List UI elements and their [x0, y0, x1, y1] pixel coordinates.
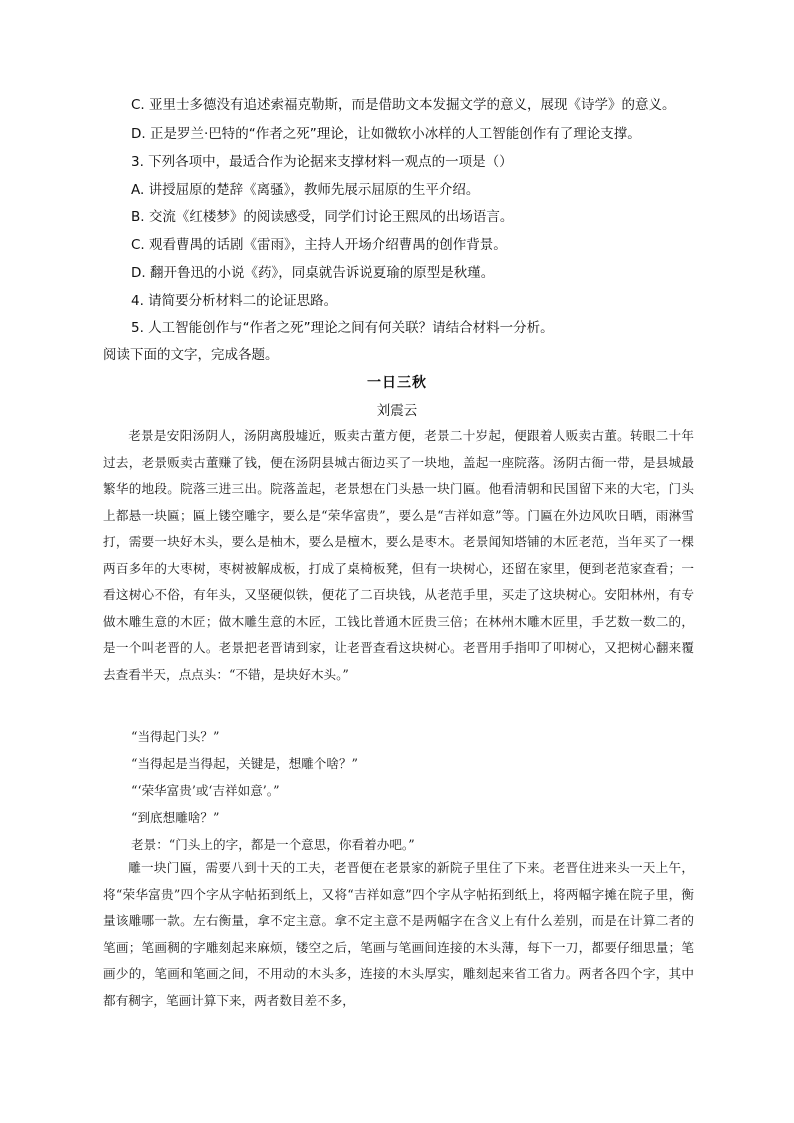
- dialog-line-3: “‘荣华富贵’或‘吉祥如意’。”: [131, 783, 280, 798]
- question-3-option-b: B. 交流《红楼梦》的阅读感受，同学们讨论王熙凤的出场语言。: [131, 209, 514, 225]
- dialog-line-1: “当得起门头？”: [131, 729, 220, 744]
- question-3-option-c: C. 观看曹禺的话剧《雷雨》，主持人开场介绍曹禺的创作背景。: [131, 237, 507, 253]
- question-3-option-a: A. 讲授屈原的楚辞《离骚》，教师先展示屈原的生平介绍。: [131, 182, 480, 198]
- story-author: 刘震云: [376, 403, 418, 419]
- dialog-line-2: “当得起是当得起，关键是，想雕个啥？”: [131, 756, 358, 771]
- dialog-line-4: “到底想雕啥？”: [131, 810, 220, 825]
- option-c-line: C. 亚里士多德没有追述索福克勒斯，而是借助文本发掘文学的意义，展现《诗学》的意义。: [131, 97, 676, 113]
- story-paragraph-2: 雕一块门匾，需要八到十天的工夫，老晋便在老景家的新院子里住了下来。老晋住进来头一天上午，将“荣华富贵”四个字从字帖拓到纸上，又将“吉祥如意”四个字从字帖拓到纸上，将两幅字摊在院子里，衡量该雕哪一款。左右衡量，拿不定主意。拿不定主意不是两幅字在含义上有什么差别，而是在计算二者的笔画；笔画稠的字雕刻起来麻烦，镂空之后，笔画与笔画间连接的木头薄，每下一刀，都要仔细思量；笔画少的，笔画和笔画之间，不用动的木头多，连接的木头厚实，雕刻起来省工省力。两者各四个字，其中都有稠字，笔画计算下来，两者数目差不多，: [103, 860, 694, 1008]
- question-5: 5. 人工智能创作与“作者之死”理论之间有何关联？请结合材料一分析。: [131, 320, 554, 336]
- story-paragraph-1: 老景是安阳汤阴人，汤阴离殷墟近，贩卖古董方便，老景二十岁起，便跟着人贩卖古董。转眼二十年过去，老景贩卖古董赚了钱，便在汤阴县城古衙边买了一块地，盖起一座院落。汤阴古衙一带，是县城最繁华的地段。院落三进三出。院落盖起，老景想在门头悬一块门匾。他看清朝和民国留下来的大宅，门头上都悬一块匾；匾上镂空雕字，要么是“荣华富贵”，要么是“吉祥如意”等。门匾在外边风吹日晒，雨淋雪打，需要一块好木头，要么是柚木，要么是檀木，要么是枣木。老景闻知塔铺的木匠老范，当年买了一棵两百多年的大枣树，枣树被解成板，打成了桌椅板凳，但有一块树心，还留在家里，便到老范家查看；一看这树心不俗，有年头，又坚硬似铁，便花了二百块钱，从老范手里，买走了这块树心。安阳林州，有专做木雕生意的木匠；做木雕生意的木匠，工钱比普通木匠贵三倍；在林州木雕木匠里，手艺数一数二的，是一个叫老晋的人。老景把老晋请到家，让老晋查看这块树心。老晋用手指叩了叩树心，又把树心翻来覆去查看半天，点点头：“不错，是块好木头。”: [103, 428, 694, 682]
- question-3-option-d: D. 翻开鲁迅的小说《药》，同桌就告诉说夏瑜的原型是秋瑾。: [131, 265, 495, 281]
- dialog-line-5: 老景：“门头上的字，都是一个意思，你看着办吧。”: [131, 837, 415, 852]
- reading-instruction: 阅读下面的文字，完成各题。: [103, 347, 279, 363]
- story-title: 一日三秋: [367, 375, 427, 391]
- option-d-line: D. 正是罗兰·巴特的“作者之死”理论，让如微软小冰样的人工智能创作有了理论支撑。: [131, 126, 641, 142]
- question-3: 3. 下列各项中，最适合作为论据来支撑材料一观点的一项是（）: [131, 154, 513, 170]
- question-4: 4. 请简要分析材料二的论证思路。: [131, 293, 338, 309]
